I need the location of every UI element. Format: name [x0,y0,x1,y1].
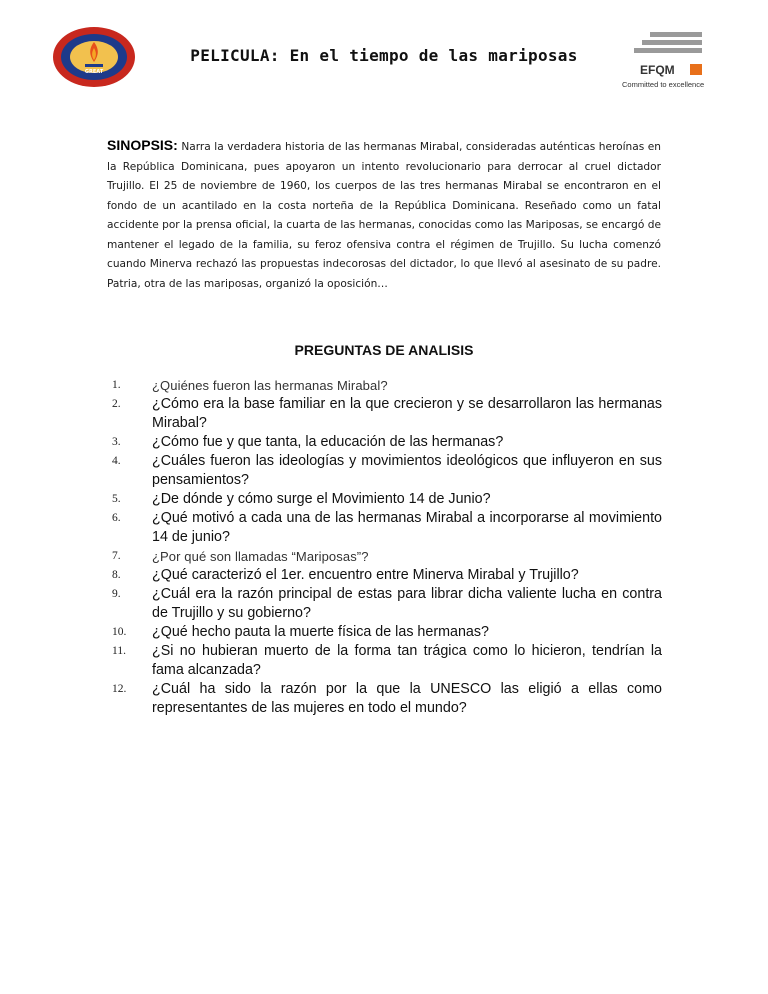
question-number [112,680,152,695]
question-number [112,376,152,391]
question-number [112,452,152,467]
question-item [112,623,662,642]
synopsis-text: Narra la verdadera historia de las hermanas Mirabal, consideradas auténticas heroínas en la República Dominicana, pues apoyaron un intento revolucionario para derrocar al cruel dictador Trujillo. El 25 de noviembre de 1960, los cuerpos de las tres hermanas Mirabal se encontraron en el fondo de un acantilado en la costa norteña de la República Dominicana. Reseñado como un fatal accidente por la prensa oficial, la cuarta de las hermanas, conocidas como las Mariposas, se encargó de mantener el legado de la familia, su feroz ofensiva contra el régimen de Trujillo. Su lucha comenzó cuando Minerva rechazó las propuestas indecorosas del dictador, lo que llevó al asesinato de su padre. Patria, otra de las mariposas, organizó la oposición… [107,141,661,290]
question-number-label: 6. [112,512,121,524]
question-text: ¿Cuál ha sido la razón por la que la UNESCO las eligió a ellas como representantes de las mujeres en todo el mundo? [152,681,662,716]
efqm-tagline: Committed to excellence [622,80,705,89]
question-item [112,566,662,585]
synopsis-paragraph [107,136,661,294]
question-item [112,642,662,680]
question-item [112,395,662,433]
question-text: ¿Por qué son llamadas “Mariposas”? [152,549,369,564]
question-number [112,490,152,505]
svg-text:GREAT: GREAT [84,69,104,75]
question-number [112,547,152,562]
question-number-label: 4. [112,455,121,467]
question-item [112,452,662,490]
question-text: ¿Cómo era la base familiar en la que crecieron y se desarrollaron las hermanas Mirabal? [152,396,662,431]
question-number [112,642,152,657]
question-number [112,623,152,638]
questions-section-title: PREGUNTAS DE ANALISIS [294,342,474,358]
question-text: ¿Qué motivó a cada una de las hermanas Mirabal a incorporarse al movimiento 14 de junio? [152,510,662,545]
question-number [112,509,152,524]
question-number-label: 1. [112,379,121,391]
question-item [112,680,662,718]
question-text: ¿De dónde y cómo surge el Movimiento 14 de Junio? [152,491,491,507]
question-item [112,547,662,566]
question-number-label: 5. [112,493,121,505]
question-text: ¿Cuáles fueron las ideologías y movimientos ideológicos que influyeron en sus pensamientos? [152,453,662,488]
question-number-label: 12. [112,683,127,695]
question-number-label: 11. [112,645,126,657]
question-text: ¿Si no hubieran muerto de la forma tan trágica como lo hicieron, tendrían la fama alcanzada? [152,643,662,678]
question-number [112,566,152,581]
question-number [112,395,152,410]
question-item [112,585,662,623]
question-number-label: 8. [112,569,121,581]
question-number [112,585,152,600]
efqm-name: EFQM [640,63,675,77]
question-number-label: 10. [112,626,127,638]
question-number-label: 3. [112,436,121,448]
questions-list [112,376,662,718]
question-number-label: 9. [112,588,121,600]
question-text: ¿Quiénes fueron las hermanas Mirabal? [152,378,388,393]
question-item [112,376,662,395]
question-text: ¿Cuál era la razón principal de estas para librar dicha valiente lucha en contra de Trujillo y su gobierno? [152,586,662,621]
question-item [112,509,662,547]
question-item [112,490,662,509]
question-text: ¿Qué caracterizó el 1er. encuentro entre Minerva Mirabal y Trujillo? [152,567,579,583]
question-number-label: 2. [112,398,121,410]
synopsis-label: SINOPSIS: [107,137,178,153]
question-number [112,433,152,448]
question-number-label: 7. [112,550,121,562]
document-title: PELICULA: En el tiempo de las mariposas [190,46,578,65]
question-text: ¿Qué hecho pauta la muerte física de las hermanas? [152,624,489,640]
question-text: ¿Cómo fue y que tanta, la educación de las hermanas? [152,434,504,450]
question-item [112,433,662,452]
